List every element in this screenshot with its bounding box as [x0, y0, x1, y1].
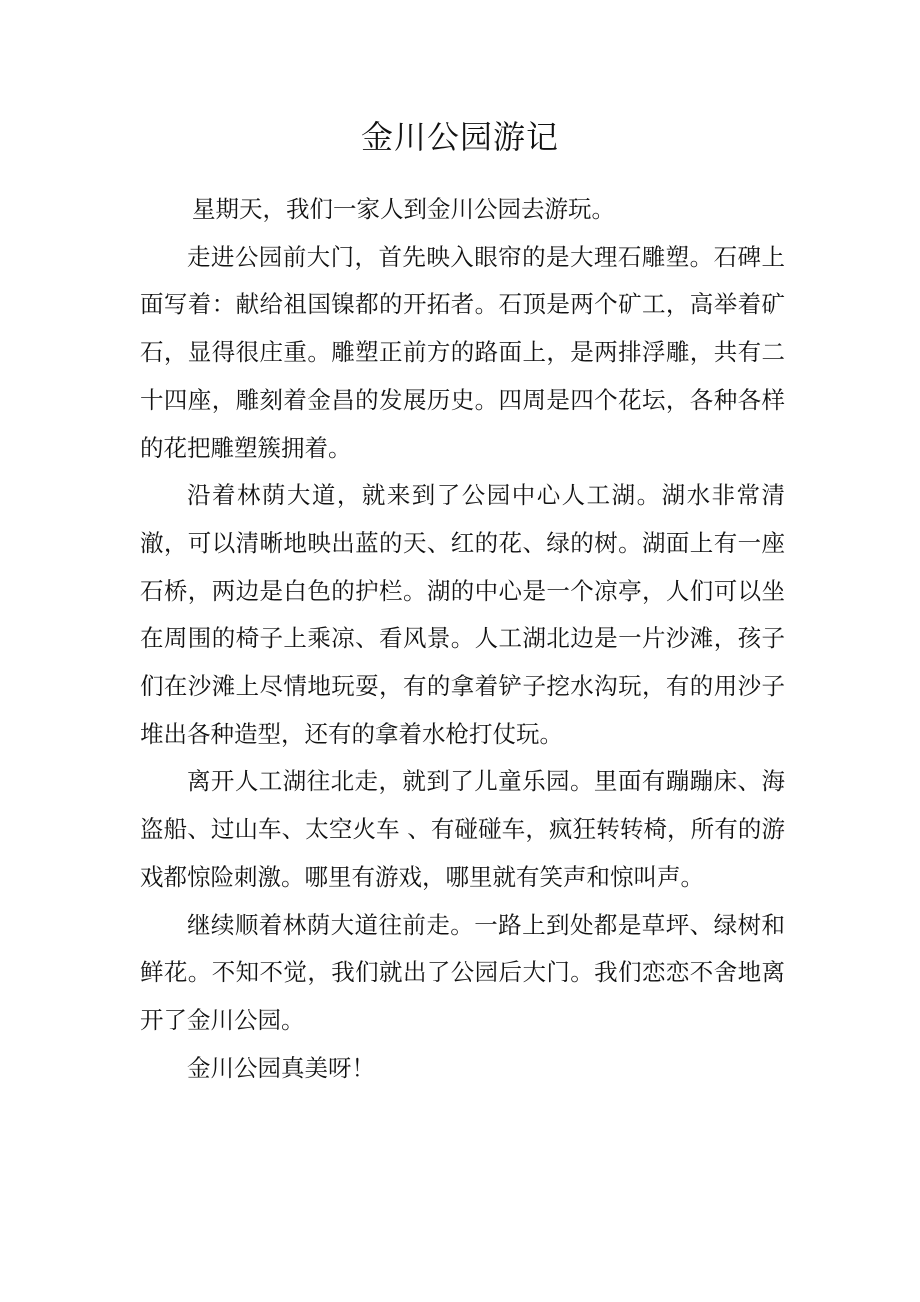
document-title: 金川公园游记	[360, 118, 559, 156]
paragraph-playground: 离开人工湖往北走，就到了儿童乐园。里面有蹦蹦床、海盗船、过山车、太空火车 、有碰碰车，疯狂转转椅，所有的游戏都惊险刺激。哪里有游戏，哪里就有笑声和惊叫声。	[140, 767, 785, 891]
paragraph-conclusion: 金川公园真美呀！	[187, 1053, 375, 1082]
paragraph-front-gate: 走进公园前大门，首先映入眼帘的是大理石雕塑。石碑上面写着：献给祖国镍都的开拓者。石顶是两个矿工，高举着矿石，显得很庄重。雕塑正前方的路面上，是两排浮雕，共有二十四座，雕刻着金昌的发展历史。四周是四个花坛，各种各样的花把雕塑簇拥着。	[140, 242, 785, 462]
paragraph-exit: 继续顺着林荫大道往前走。一路上到处都是草坪、绿树和鲜花。不知不觉，我们就出了公园后大门。我们恋恋不舍地离开了金川公园。	[140, 910, 785, 1034]
paragraph-intro: 星期天，我们一家人到金川公园去游玩。	[192, 195, 615, 223]
paragraph-lake: 沿着林荫大道，就来到了公园中心人工湖。湖水非常清澈，可以清晰地映出蓝的天、红的花、绿的树。湖面上有一座石桥，两边是白色的护栏。湖的中心是一个凉亭，人们可以坐在周围的椅子上乘凉、看风景。人工湖北边是一片沙滩，孩子们在沙滩上尽情地玩耍，有的拿着铲子挖水沟玩，有的用沙子堆出各种造型，还有的拿着水枪打仗玩。	[140, 481, 785, 748]
document-body	[140, 186, 785, 1092]
